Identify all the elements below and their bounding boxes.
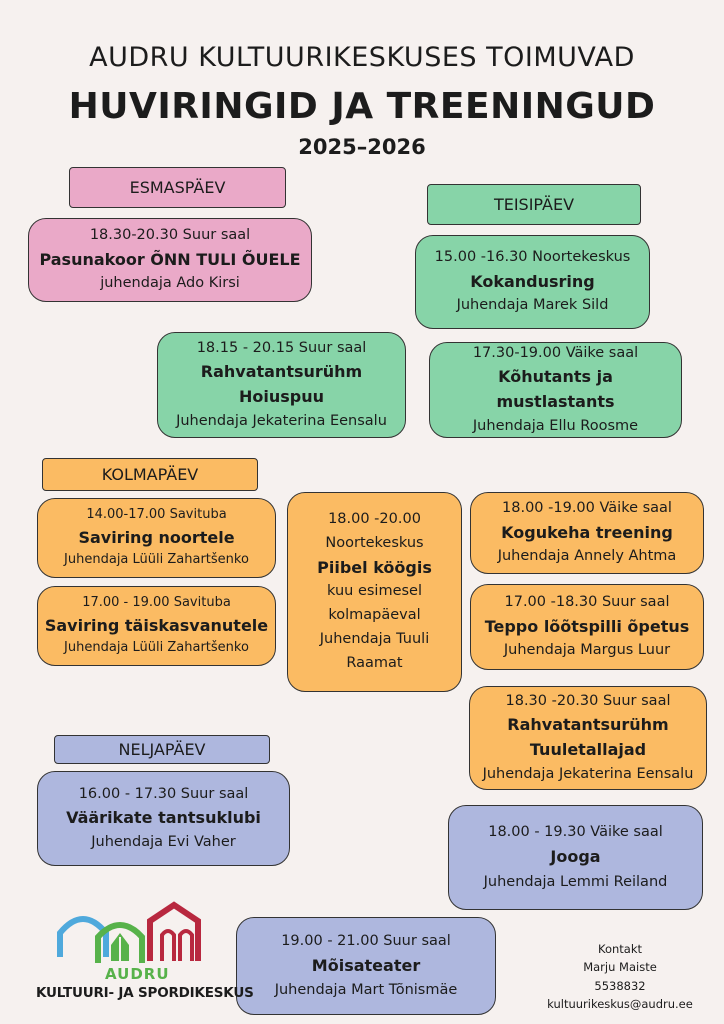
event-note-line-2: kolmapäeval: [328, 607, 421, 624]
event-card-saviring-noortele: [37, 498, 276, 578]
header-line-1: AUDRU KULTUURIKESKUSES TOIMUVAD: [89, 42, 635, 73]
event-time: 16.00 - 17.30 Suur saal: [78, 785, 249, 802]
contact-block: [520, 940, 720, 1014]
event-leader: Juhendaja Marek Sild: [456, 297, 609, 314]
event-name-line-2: Hoiuspuu: [238, 387, 324, 406]
event-time: 19.00 - 21.00 Suur saal: [281, 932, 451, 949]
contact-label: Kontakt: [597, 942, 643, 956]
event-leader-line-2: Raamat: [346, 655, 403, 672]
event-card-kohutants: [429, 342, 682, 438]
event-leader: Juhendaja Annely Ahtma: [497, 548, 677, 565]
contact-person: Marju Maiste: [583, 960, 657, 975]
event-leader: juhendaja Ado Kirsi: [100, 275, 240, 292]
event-leader: Juhendaja Ellu Roosme: [472, 417, 639, 434]
event-time: 18.00 -19.00 Väike saal: [502, 500, 672, 517]
event-name: Mõisateater: [311, 955, 421, 975]
day-label-monday: ESMASPÄEV: [69, 167, 286, 208]
logo-text-subtitle: KULTUURI- JA SPORDIKESKUS: [36, 985, 254, 1001]
event-name-line-1: Rahvatantsurühm: [200, 362, 363, 382]
event-leader: Juhendaja Lemmi Reiland: [483, 873, 668, 890]
header-title: HUVIRINGID JA TREENINGUD: [68, 86, 656, 127]
event-leader: Juhendaja Lüüli Zahartšenko: [64, 552, 249, 568]
event-name-line-2: Tuuletallajad: [529, 740, 647, 759]
event-card-jooga: [448, 805, 703, 910]
event-name-line-1: Kõhutants ja: [498, 367, 613, 387]
event-leader: Juhendaja Lüüli Zahartšenko: [64, 640, 249, 656]
event-card-moisateater: [236, 917, 496, 1015]
event-name: Väärikate tantsuklubi: [66, 808, 261, 828]
event-card-kokandusring: [415, 235, 650, 329]
logo-text-audru: AUDRU: [105, 965, 170, 983]
event-card-saviring-taiskasvanutele: [37, 586, 276, 666]
event-place: Noortekeskus: [325, 534, 424, 551]
event-name-line-2: mustlastants: [496, 392, 615, 411]
event-time: 18.30-20.30 Suur saal: [89, 227, 251, 244]
event-leader: Juhendaja Jekaterina Eensalu: [482, 765, 694, 782]
event-time: 17.00 - 19.00 Savituba: [82, 594, 231, 610]
event-name: Kogukeha treening: [501, 522, 673, 542]
contact-email[interactable]: kultuurikeskus@audru.ee: [547, 997, 693, 1012]
event-card-vaarikate: [37, 771, 290, 866]
event-card-hoiuspuu: [157, 332, 406, 438]
event-time: 18.30 -20.30 Suur saal: [505, 693, 671, 710]
event-time: 15.00 -16.30 Noortekeskus: [434, 249, 631, 266]
event-leader: Juhendaja Jekaterina Eensalu: [176, 412, 387, 429]
event-time: 18.00 - 19.30 Väike saal: [488, 824, 663, 841]
event-name: Jooga: [550, 847, 601, 867]
day-label-wednesday: KOLMAPÄEV: [42, 458, 258, 491]
event-card-pasunakoor: [28, 218, 312, 302]
event-name: Piibel köögis: [317, 557, 432, 577]
event-name-line-1: Rahvatantsurühm: [507, 715, 669, 735]
event-leader: Juhendaja Margus Luur: [503, 642, 671, 659]
event-name: Saviring noortele: [78, 527, 235, 547]
event-time: 18.00 -20.00: [328, 510, 421, 527]
event-name: Teppo lõõtspilli õpetus: [484, 616, 690, 636]
event-name: Saviring täiskasvanutele: [44, 615, 269, 635]
event-time: 18.15 - 20.15 Suur saal: [196, 340, 367, 357]
event-card-teppo: [470, 584, 704, 670]
event-time: 17.30-19.00 Väike saal: [472, 345, 639, 362]
event-leader-line-1: Juhendaja Tuuli: [319, 631, 430, 648]
event-leader: Juhendaja Mart Tõnismäe: [274, 982, 458, 999]
event-note-line-1: kuu esimesel: [327, 583, 422, 600]
event-name: Kokandusring: [470, 271, 595, 291]
header-years: 2025–2026: [298, 135, 426, 159]
event-card-kogukeha-treening: [470, 492, 704, 574]
event-leader: Juhendaja Evi Vaher: [91, 833, 236, 850]
event-time: 17.00 -18.30 Suur saal: [504, 594, 670, 611]
event-time: 14.00-17.00 Savituba: [86, 506, 227, 522]
contact-phone: 5538832: [594, 978, 646, 993]
day-label-tuesday: TEISIPÄEV: [427, 184, 641, 225]
event-card-tuuletallajad: [469, 686, 707, 790]
event-name: Pasunakoor ÕNN TULI ÕUELE: [39, 249, 301, 269]
day-label-thursday: NELJAPÄEV: [54, 735, 270, 764]
event-card-piibel-koogis: [287, 492, 462, 692]
